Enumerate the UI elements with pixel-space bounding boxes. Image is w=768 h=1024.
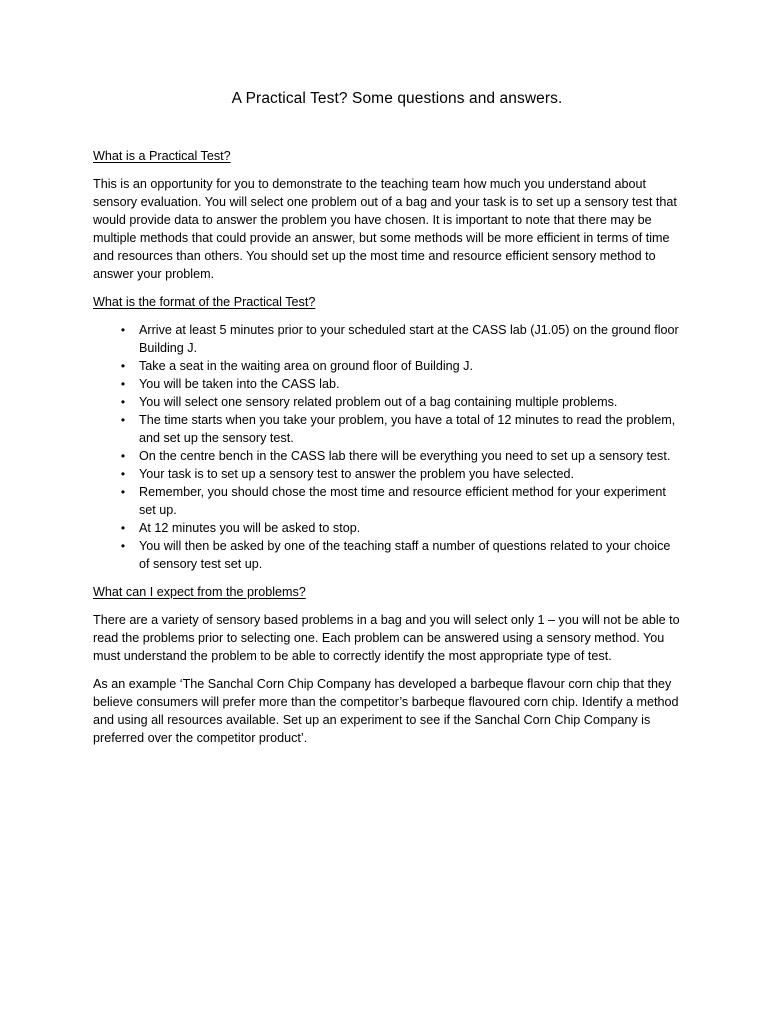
list-item: [93, 465, 683, 483]
bullet-icon: •: [120, 539, 126, 553]
list-item: [93, 321, 683, 357]
bullet-icon: •: [120, 395, 126, 409]
list-item-text: The time starts when you take your problem, you have a total of 12 minutes to read the problem, and set up the sensory test.: [139, 413, 676, 445]
list-item: [93, 483, 683, 519]
list-item-text: At 12 minutes you will be asked to stop.: [139, 521, 361, 535]
list-item: [93, 357, 683, 375]
bullet-icon: •: [120, 485, 126, 499]
list-item-text: Your task is to set up a sensory test to answer the problem you have selected.: [139, 467, 574, 481]
example-paragraph: As an example ‘The Sanchal Corn Chip Company has developed a barbeque flavour corn chip that they believe consumers will prefer more than the competitor’s barbeque flavoured corn chip. Identify a method and using all resources available. Set up an experiment to see if the Sanchal Corn Chip Company is preferred over the competitor product’.: [93, 677, 679, 745]
list-item: [93, 447, 683, 465]
list-item-text: Take a seat in the waiting area on ground floor of Building J.: [139, 359, 473, 373]
format-bullet-list: [93, 321, 683, 573]
bullet-icon: •: [120, 521, 126, 535]
list-item: [93, 411, 683, 447]
list-item-text: Arrive at least 5 minutes prior to your scheduled start at the CASS lab (J1.05) on the ground floor Building J.: [139, 323, 679, 355]
bullet-icon: •: [120, 467, 126, 481]
section-heading-format: What is the format of the Practical Test?: [93, 295, 316, 309]
bullet-icon: •: [120, 413, 126, 427]
list-item-text: Remember, you should chose the most time and resource efficient method for your experiment set up.: [139, 485, 666, 517]
document-body: [93, 88, 683, 757]
list-item: [93, 393, 683, 411]
document-title: A Practical Test? Some questions and answers.: [231, 90, 563, 107]
list-item: [93, 537, 683, 573]
list-item-text: You will select one sensory related problem out of a bag containing multiple problems.: [139, 395, 618, 409]
section-paragraph: There are a variety of sensory based problems in a bag and you will select only 1 – you will not be able to read the problems prior to selecting one. Each problem can be answered using a sensory method. You must understand the problem to be able to correctly identify the most appropriate type of test.: [93, 613, 680, 663]
list-item-text: On the centre bench in the CASS lab there will be everything you need to set up a sensory test.: [139, 449, 671, 463]
section-heading-what-is-practical-test: What is a Practical Test?: [93, 149, 231, 163]
bullet-icon: •: [120, 377, 126, 391]
list-item: [93, 519, 683, 537]
section-heading-problems: What can I expect from the problems?: [93, 585, 306, 599]
section-paragraph: This is an opportunity for you to demonstrate to the teaching team how much you understand about sensory evaluation. You will select one problem out of a bag and your task is to set up a sensory test that would provide data to answer the problem you have chosen. It is important to note that there may be multiple methods that could provide an answer, but some methods will be more efficient in terms of time and resources than others. You should set up the most time and resource efficient sensory method to answer your problem.: [93, 177, 677, 281]
list-item: [93, 375, 683, 393]
bullet-icon: •: [120, 323, 126, 337]
list-item-text: You will be taken into the CASS lab.: [139, 377, 340, 391]
bullet-icon: •: [120, 359, 126, 373]
bullet-icon: •: [120, 449, 126, 463]
list-item-text: You will then be asked by one of the teaching staff a number of questions related to your choice of sensory test set up.: [139, 539, 671, 571]
